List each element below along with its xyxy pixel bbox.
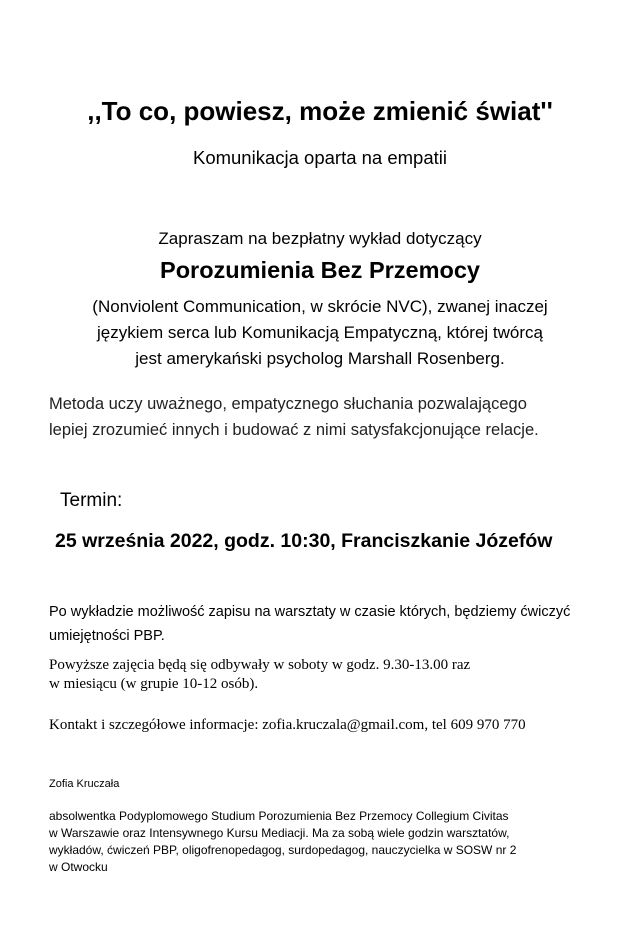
flyer-subtitle: Komunikacja oparta na empatii: [192, 147, 447, 168]
event-date: 25 września 2022, godz. 10:30, Franciszkanie Józefów: [55, 530, 553, 552]
schedule-line: Powyższe zajęcia będą się odbywały w soboty w godz. 9.30-13.00 raz: [49, 657, 471, 673]
nvc-line: (Nonviolent Communication, w skrócie NVC), zwanej inaczej: [92, 297, 548, 316]
nvc-line: jest amerykański psycholog Marshall Rosenberg.: [135, 349, 505, 368]
workshop-info: [49, 600, 629, 648]
nvc-description: [0, 294, 640, 372]
contact-info: Kontakt i szczegółowe informacje: zofia.kruczala@gmail.com, tel 609 970 770: [49, 717, 526, 733]
workshop-line: umiejętności PBP.: [49, 628, 165, 644]
author-name: Zofia Kruczała: [49, 778, 120, 790]
method-line: Metoda uczy uważnego, empatycznego słuchania pozwalającego: [49, 395, 527, 413]
bio-line: w Otwocku: [49, 860, 108, 874]
invitation-text: Zapraszam na bezpłatny wykład dotyczący: [158, 229, 482, 248]
termin-label: Termin:: [60, 490, 123, 511]
schedule-line: w miesiącu (w grupie 10-12 osób).: [49, 676, 259, 692]
method-line: lepiej zrozumieć innych i budować z nimi satysfakcjonujące relacje.: [49, 421, 539, 439]
lecture-topic: Porozumienia Bez Przemocy: [160, 257, 480, 283]
author-bio: [49, 808, 629, 876]
schedule-info: [49, 656, 629, 694]
workshop-line: Po wykładzie możliwość zapisu na warsztaty w czasie których, będziemy ćwiczyć: [49, 604, 571, 620]
method-description: [49, 391, 629, 443]
bio-line: wykładów, ćwiczeń PBP, oligofrenopedagog, surdopedagog, nauczycielka w SOSW nr 2: [49, 843, 517, 857]
bio-line: w Warszawie oraz Intensywnego Kursu Mediacji. Ma za sobą wiele godzin warsztatów,: [49, 826, 510, 840]
bio-line: absolwentka Podyplomowego Studium Porozumienia Bez Przemocy Collegium Civitas: [49, 809, 509, 823]
flyer-title: ,,To co, powiesz, może zmienić świat'': [87, 96, 553, 126]
nvc-line: językiem serca lub Komunikacją Empatyczną, której twórcą: [97, 323, 543, 342]
